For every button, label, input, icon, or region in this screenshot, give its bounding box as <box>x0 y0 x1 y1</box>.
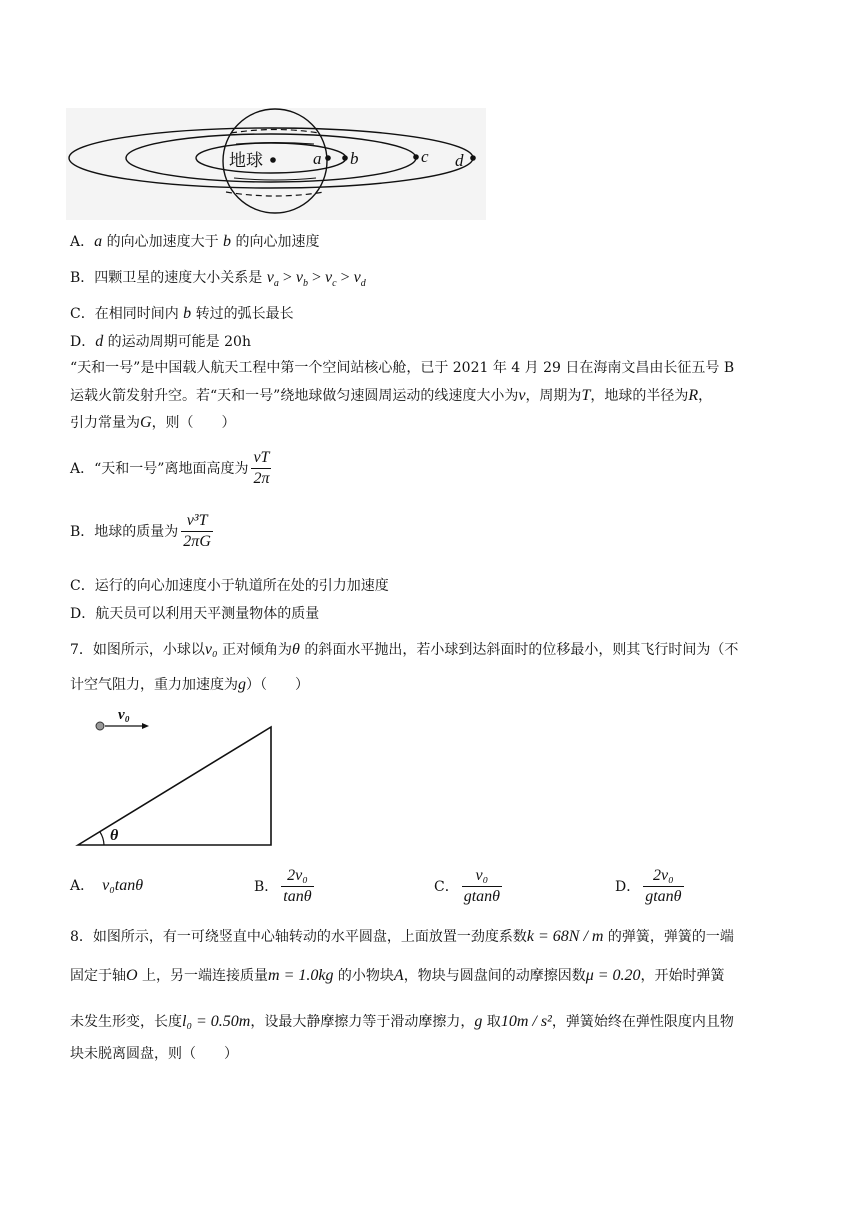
incline-triangle <box>78 727 271 845</box>
q6-option-a[interactable]: A． “天和一号”离地面高度为 $\frac{vT}{2\pi}$ <box>70 449 270 487</box>
orbit-figure <box>66 108 486 220</box>
q7-option-d[interactable]: D． $\frac{\text{2v₀}}{gtan\theta}$ <box>615 867 682 905</box>
q5-option-a[interactable]: A．a 的向心加速度大于 b 的向心加速度 <box>70 233 320 250</box>
sat-a-label: a <box>313 149 322 168</box>
q8-stem-line1: 8．如图所示，有一可绕竖直中心轴转动的水平圆盘，上面放置一劲度系数k = 68N / m 的弹簧，弹簧的一端 <box>70 928 734 945</box>
angle-arc <box>100 832 104 845</box>
option-d-fraction: $\frac{\text{2v₀}}{gtan\theta}$ <box>645 867 682 905</box>
q5-option-c[interactable]: C．在相同时间内 b 转过的弧长最长 <box>70 305 294 322</box>
q7-stem-line1: 7．如图所示，小球以v₀ 正对倾角为θ 的斜面水平抛出，若小球到达斜面时的位移最小，则其飞行时间为（不 <box>70 641 739 658</box>
q7-option-a[interactable]: A． v₀tanθ <box>70 877 144 894</box>
height-fraction: $\frac{vT}{2\pi}$ <box>253 449 270 487</box>
q6-option-b[interactable]: B． 地球的质量为 $\frac{\text{v³T}}{2\pi G}$ <box>70 512 211 550</box>
speed-relation-formula: $v_a > v_b > v_c > v_d$ <box>266 269 366 290</box>
sat-d-label: d <box>455 151 464 170</box>
q8-stem-line4: 块未脱离圆盘，则（ ） <box>70 1046 238 1062</box>
mass-fraction: $\frac{\text{v³T}}{2\pi G}$ <box>183 512 211 550</box>
incline-figure <box>74 702 284 852</box>
option-b-fraction: $\frac{\text{2v₀}}{\tan\theta}$ <box>283 867 312 905</box>
earth-center-dot <box>270 157 276 163</box>
q5-option-d[interactable]: D．d 的运动周期可能是 20h <box>70 333 251 350</box>
sat-b-dot <box>342 155 348 161</box>
q6-stem-line3: 引力常量为G，则（ ） <box>70 414 236 431</box>
sat-d-dot <box>470 155 476 161</box>
sat-c-dot <box>413 154 419 160</box>
q5-option-b[interactable]: B．四颗卫星的速度大小关系是 $v_a > v_b > v_c > v_d$ <box>70 269 366 290</box>
q7-stem-line2: 计空气阻力，重力加速度为g）（ ） <box>70 676 309 693</box>
q6-option-c[interactable]: C．运行的向心加速度小于轨道所在处的引力加速度 <box>70 578 389 594</box>
angle-theta-label: θ <box>110 827 119 844</box>
velocity-label: v₀ <box>118 707 130 723</box>
q6-option-d[interactable]: D．航天员可以利用天平测量物体的质量 <box>70 606 320 622</box>
sat-b-label: b <box>350 149 359 168</box>
q7-option-c[interactable]: C． $\frac{\text{v₀}}{gtan\theta}$ <box>434 867 501 905</box>
q6-stem-line2: 运载火箭发射升空。若“天和一号”绕地球做匀速圆周运动的线速度大小为v，周期为T，地球的半径为R， <box>70 387 713 404</box>
q7-option-b[interactable]: B． $\frac{\text{2v₀}}{\tan\theta}$ <box>254 867 312 905</box>
q6-stem-line1: “天和一号”是中国载人航天工程中第一个空间站核心舱，已于 2021 年 4 月 29 日在海南文昌由长征五号 B <box>70 360 735 376</box>
q8-stem-line3: 未发生形变，长度l₀ = 0.50m，设最大静摩擦力等于滑动摩擦力，g 取10m / s²，弹簧始终在弹性限度内且物 <box>70 1013 734 1030</box>
sat-c-label: c <box>421 147 429 166</box>
earth-label: 地球 <box>229 151 263 170</box>
ball <box>96 722 104 730</box>
option-c-fraction: $\frac{\text{v₀}}{gtan\theta}$ <box>463 867 501 905</box>
q8-stem-line2: 固定于轴O 上，另一端连接质量m = 1.0kg 的小物块A，物块与圆盘间的动摩擦因数μ = 0.20，开始时弹簧 <box>70 967 725 984</box>
sat-a-dot <box>325 155 331 161</box>
